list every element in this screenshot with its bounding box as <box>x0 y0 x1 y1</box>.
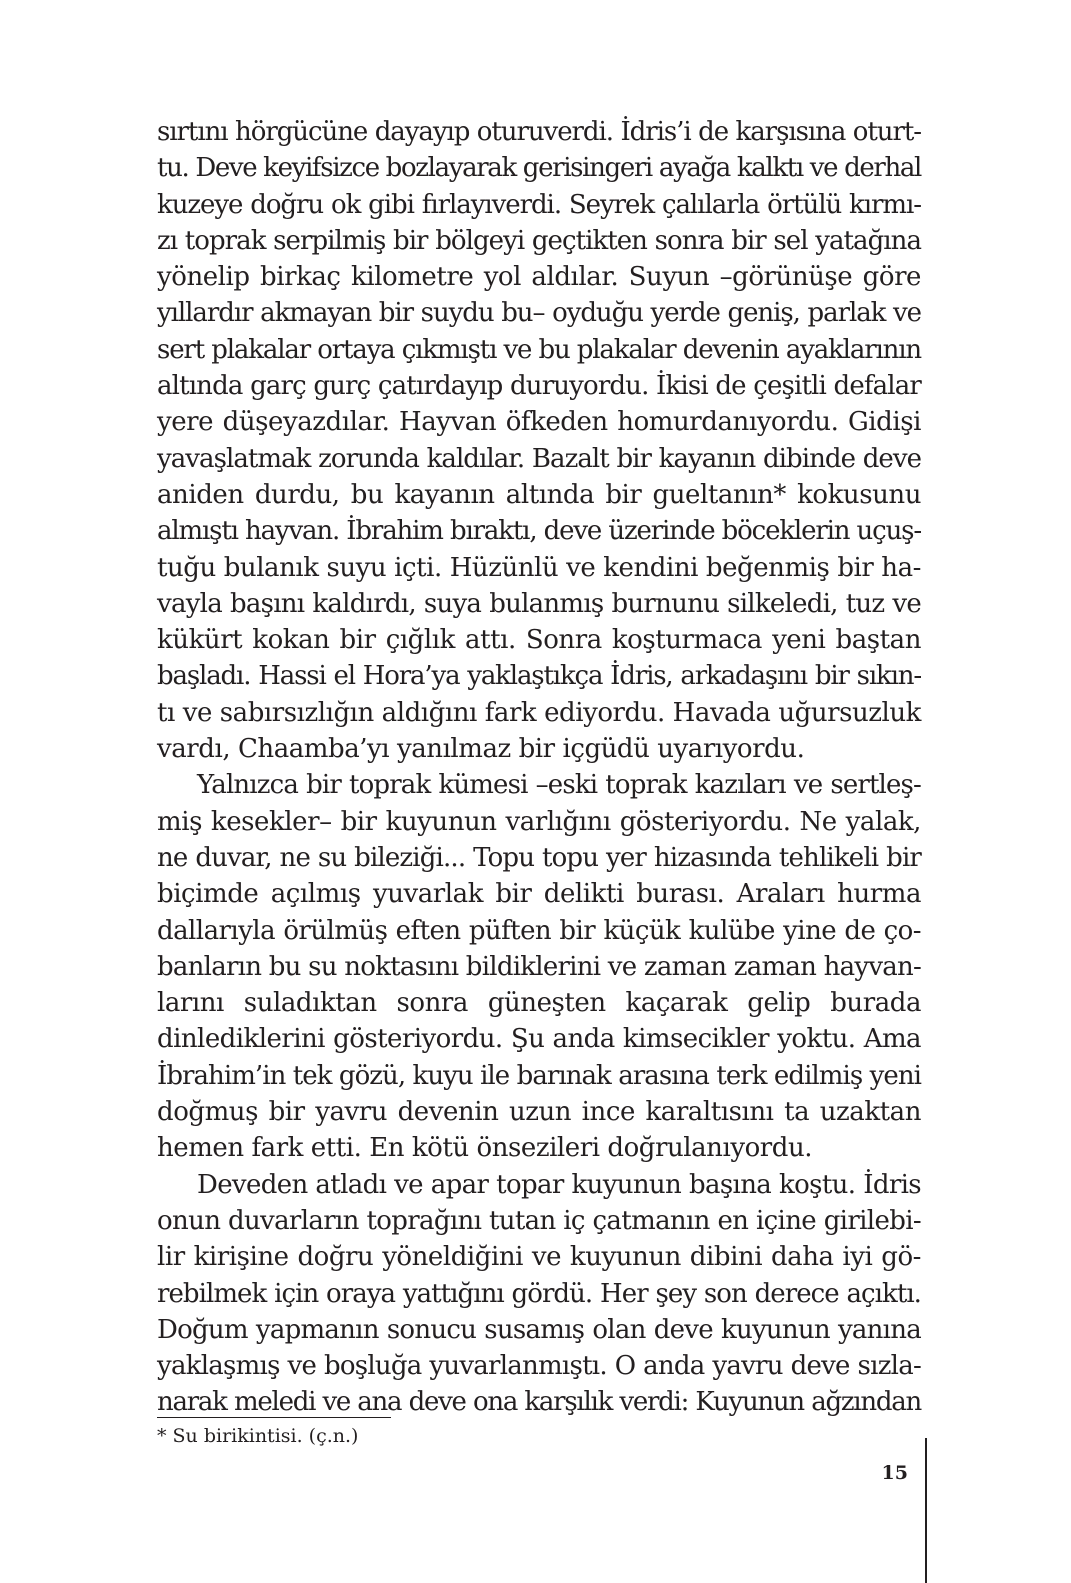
text-line: vayla başını kaldırdı, suya bulanmış burnunu silkeledi, tuz ve <box>157 588 921 619</box>
text-line: rebilmek için oraya yattığını gördü. Her şey son derece açıktı. <box>157 1278 921 1309</box>
text-line: kükürt kokan bir çığlık attı. Sonra koşturmaca yeni baştan <box>157 625 921 656</box>
margin-rule <box>925 1438 927 1583</box>
text-line: banların bu su noktasını bildiklerini ve zaman zaman hayvan- <box>157 951 922 982</box>
text-line: Doğum yapmanın sonucu susamış olan deve kuyunun yanına <box>157 1314 921 1345</box>
text-line: başladı. Hassi el Hora’ya yaklaştıkça İdris, arkadaşını bir sıkın- <box>157 661 921 692</box>
text-line: yavaşlatmak zorunda kaldılar. Bazalt bir kayanın dibinde deve <box>157 443 921 474</box>
text-line: sırtını hörgücüne dayayıp oturuverdi. İdris’i de karşısına oturt- <box>157 117 921 147</box>
text-line: tu. Deve keyifsizce bozlayarak gerisingeri ayağa kalktı ve derhal <box>157 153 921 184</box>
text-line: kuzeye doğru ok gibi fırlayıverdi. Seyrek çalılarla örtülü kırmı- <box>157 189 921 220</box>
text-line: yıllardır akmayan bir suydu bu– oyduğu yerde geniş, parlak ve <box>157 298 921 329</box>
text-line: miş kesekler– bir kuyunun varlığını gösteriyordu. Ne yalak, <box>157 806 921 837</box>
text-line: altında garç gurç çatırdayıp duruyordu. İkisi de çeşitli defalar <box>157 371 921 402</box>
text-line: vardı, Chaamba’yı yanılmaz bir içgüdü uyarıyordu. <box>157 734 805 765</box>
text-line: dallarıyla örülmüş eften püften bir küçük kulübe yine de ço- <box>157 915 921 946</box>
footnote-divider <box>157 1417 391 1418</box>
text-line: narak meledi ve ana deve ona karşılık verdi: Kuyunun ağzından <box>157 1387 921 1418</box>
text-line: hemen fark etti. En kötü önsezileri doğrulanıyordu. <box>157 1133 813 1164</box>
text-line: yaklaşmış ve boşluğa yuvarlanmıştı. O anda yavru deve sızla- <box>157 1351 921 1382</box>
text-line: dinlediklerini gösteriyordu. Şu anda kimsecikler yoktu. Ama <box>157 1024 921 1055</box>
text-line: lir kirişine doğru yöneldiğini ve kuyunun dibini daha iyi gö- <box>157 1242 921 1273</box>
text-line: larını suladıktan sonra güneşten kaçarak gelip burada <box>157 988 921 1019</box>
text-line: onun duvarların toprağını tutan iç çatmanın en içine girilebi- <box>157 1205 921 1236</box>
text-line: almıştı hayvan. İbrahim bıraktı, deve üzerinde böceklerin uçuş- <box>157 516 921 547</box>
text-line: tı ve sabırsızlığın aldığını fark ediyordu. Havada uğursuzluk <box>157 697 921 728</box>
text-line: yönelip birkaç kilometre yol aldılar. Suyun –görünüşe göre <box>157 262 921 293</box>
text-line: Deveden atladı ve apar topar kuyunun başına koştu. İdris <box>197 1169 921 1200</box>
text-line: doğmuş bir yavru devenin uzun ince karaltısını ta uzaktan <box>157 1097 921 1128</box>
page-number: 15 <box>881 1462 908 1484</box>
text-line: İbrahim’in tek gözü, kuyu ile barınak arasına terk edilmiş yeni <box>157 1060 921 1091</box>
footnote: * Su birikintisi. (ç.n.) <box>157 1425 359 1447</box>
text-line: tuğu bulanık suyu içti. Hüzünlü ve kendini beğenmiş bir ha- <box>157 552 921 583</box>
text-line: zı toprak serpilmiş bir bölgeyi geçtikten sonra bir sel yatağına <box>157 225 921 256</box>
text-line: biçimde açılmış yuvarlak bir delikti burası. Araları hurma <box>157 879 921 910</box>
body-text <box>157 114 921 1421</box>
text-line: ne duvar, ne su bileziği... Topu topu yer hizasında tehlikeli bir <box>157 842 921 873</box>
text-line: aniden durdu, bu kayanın altında bir gueltanın* kokusunu <box>157 479 921 510</box>
text-line: yere düşeyazdılar. Hayvan öfkeden homurdanıyordu. Gidişi <box>157 407 921 438</box>
text-line: Yalnızca bir toprak kümesi –eski toprak kazıları ve sertleş- <box>197 770 921 801</box>
text-line: sert plakalar ortaya çıkmıştı ve bu plakalar devenin ayaklarının <box>157 334 921 365</box>
